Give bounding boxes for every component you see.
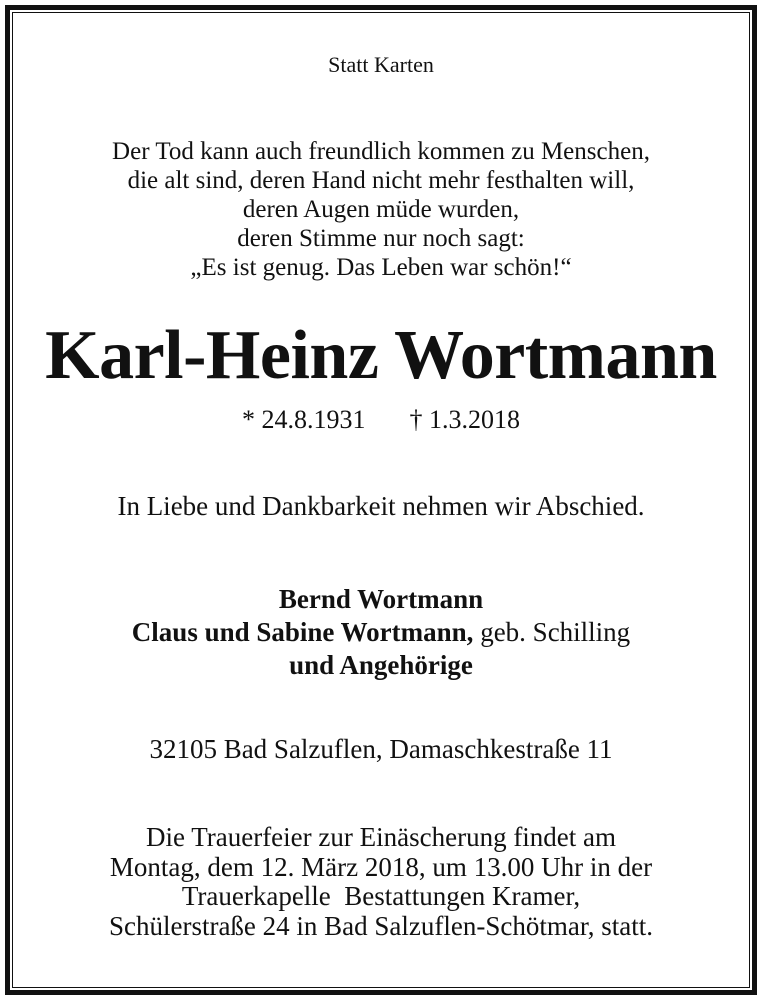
farewell-text: In Liebe und Dankbarkeit nehmen wir Abschied.: [117, 491, 645, 521]
poem-line: „Es ist genug. Das Leben war schön!“: [190, 254, 572, 281]
service-line: Die Trauerfeier zur Einäscherung findet am: [145, 822, 617, 852]
funeral-service-info: [12, 823, 750, 941]
poem-line: Der Tod kann auch freundlich kommen zu Menschen,: [112, 138, 650, 165]
service-line: Schülerstraße 24 in Bad Salzuflen-Schötmar, statt.: [108, 910, 654, 941]
poem-line: die alt sind, deren Hand nicht mehr festhalten will,: [127, 167, 635, 194]
relatives: und Angehörige: [289, 650, 473, 680]
life-dates: [12, 405, 750, 435]
poem-line: deren Stimme nur noch sagt:: [237, 225, 525, 252]
address: 32105 Bad Salzuflen, Damaschkestraße 11: [149, 734, 613, 764]
mourner-name: Bernd Wortmann: [278, 584, 484, 614]
poem-line: deren Augen müde wurden,: [242, 196, 520, 223]
mourner-name: Claus und Sabine Wortmann,: [131, 617, 474, 647]
service-line: Montag, dem 12. März 2018, um 13.00 Uhr in der: [109, 851, 653, 882]
birth-date: * 24.8.1931: [242, 405, 366, 434]
mourner-line: [12, 616, 750, 649]
maiden-name: geb. Schilling: [473, 617, 631, 647]
death-date: † 1.3.2018: [409, 405, 520, 434]
mourners: [12, 583, 750, 682]
poem: [12, 137, 750, 282]
deceased-name: Karl-Heinz Wortmann: [45, 317, 717, 394]
service-line: Trauerkapelle Bestattungen Kramer,: [181, 881, 581, 911]
statt-karten-heading: Statt Karten: [328, 52, 434, 77]
